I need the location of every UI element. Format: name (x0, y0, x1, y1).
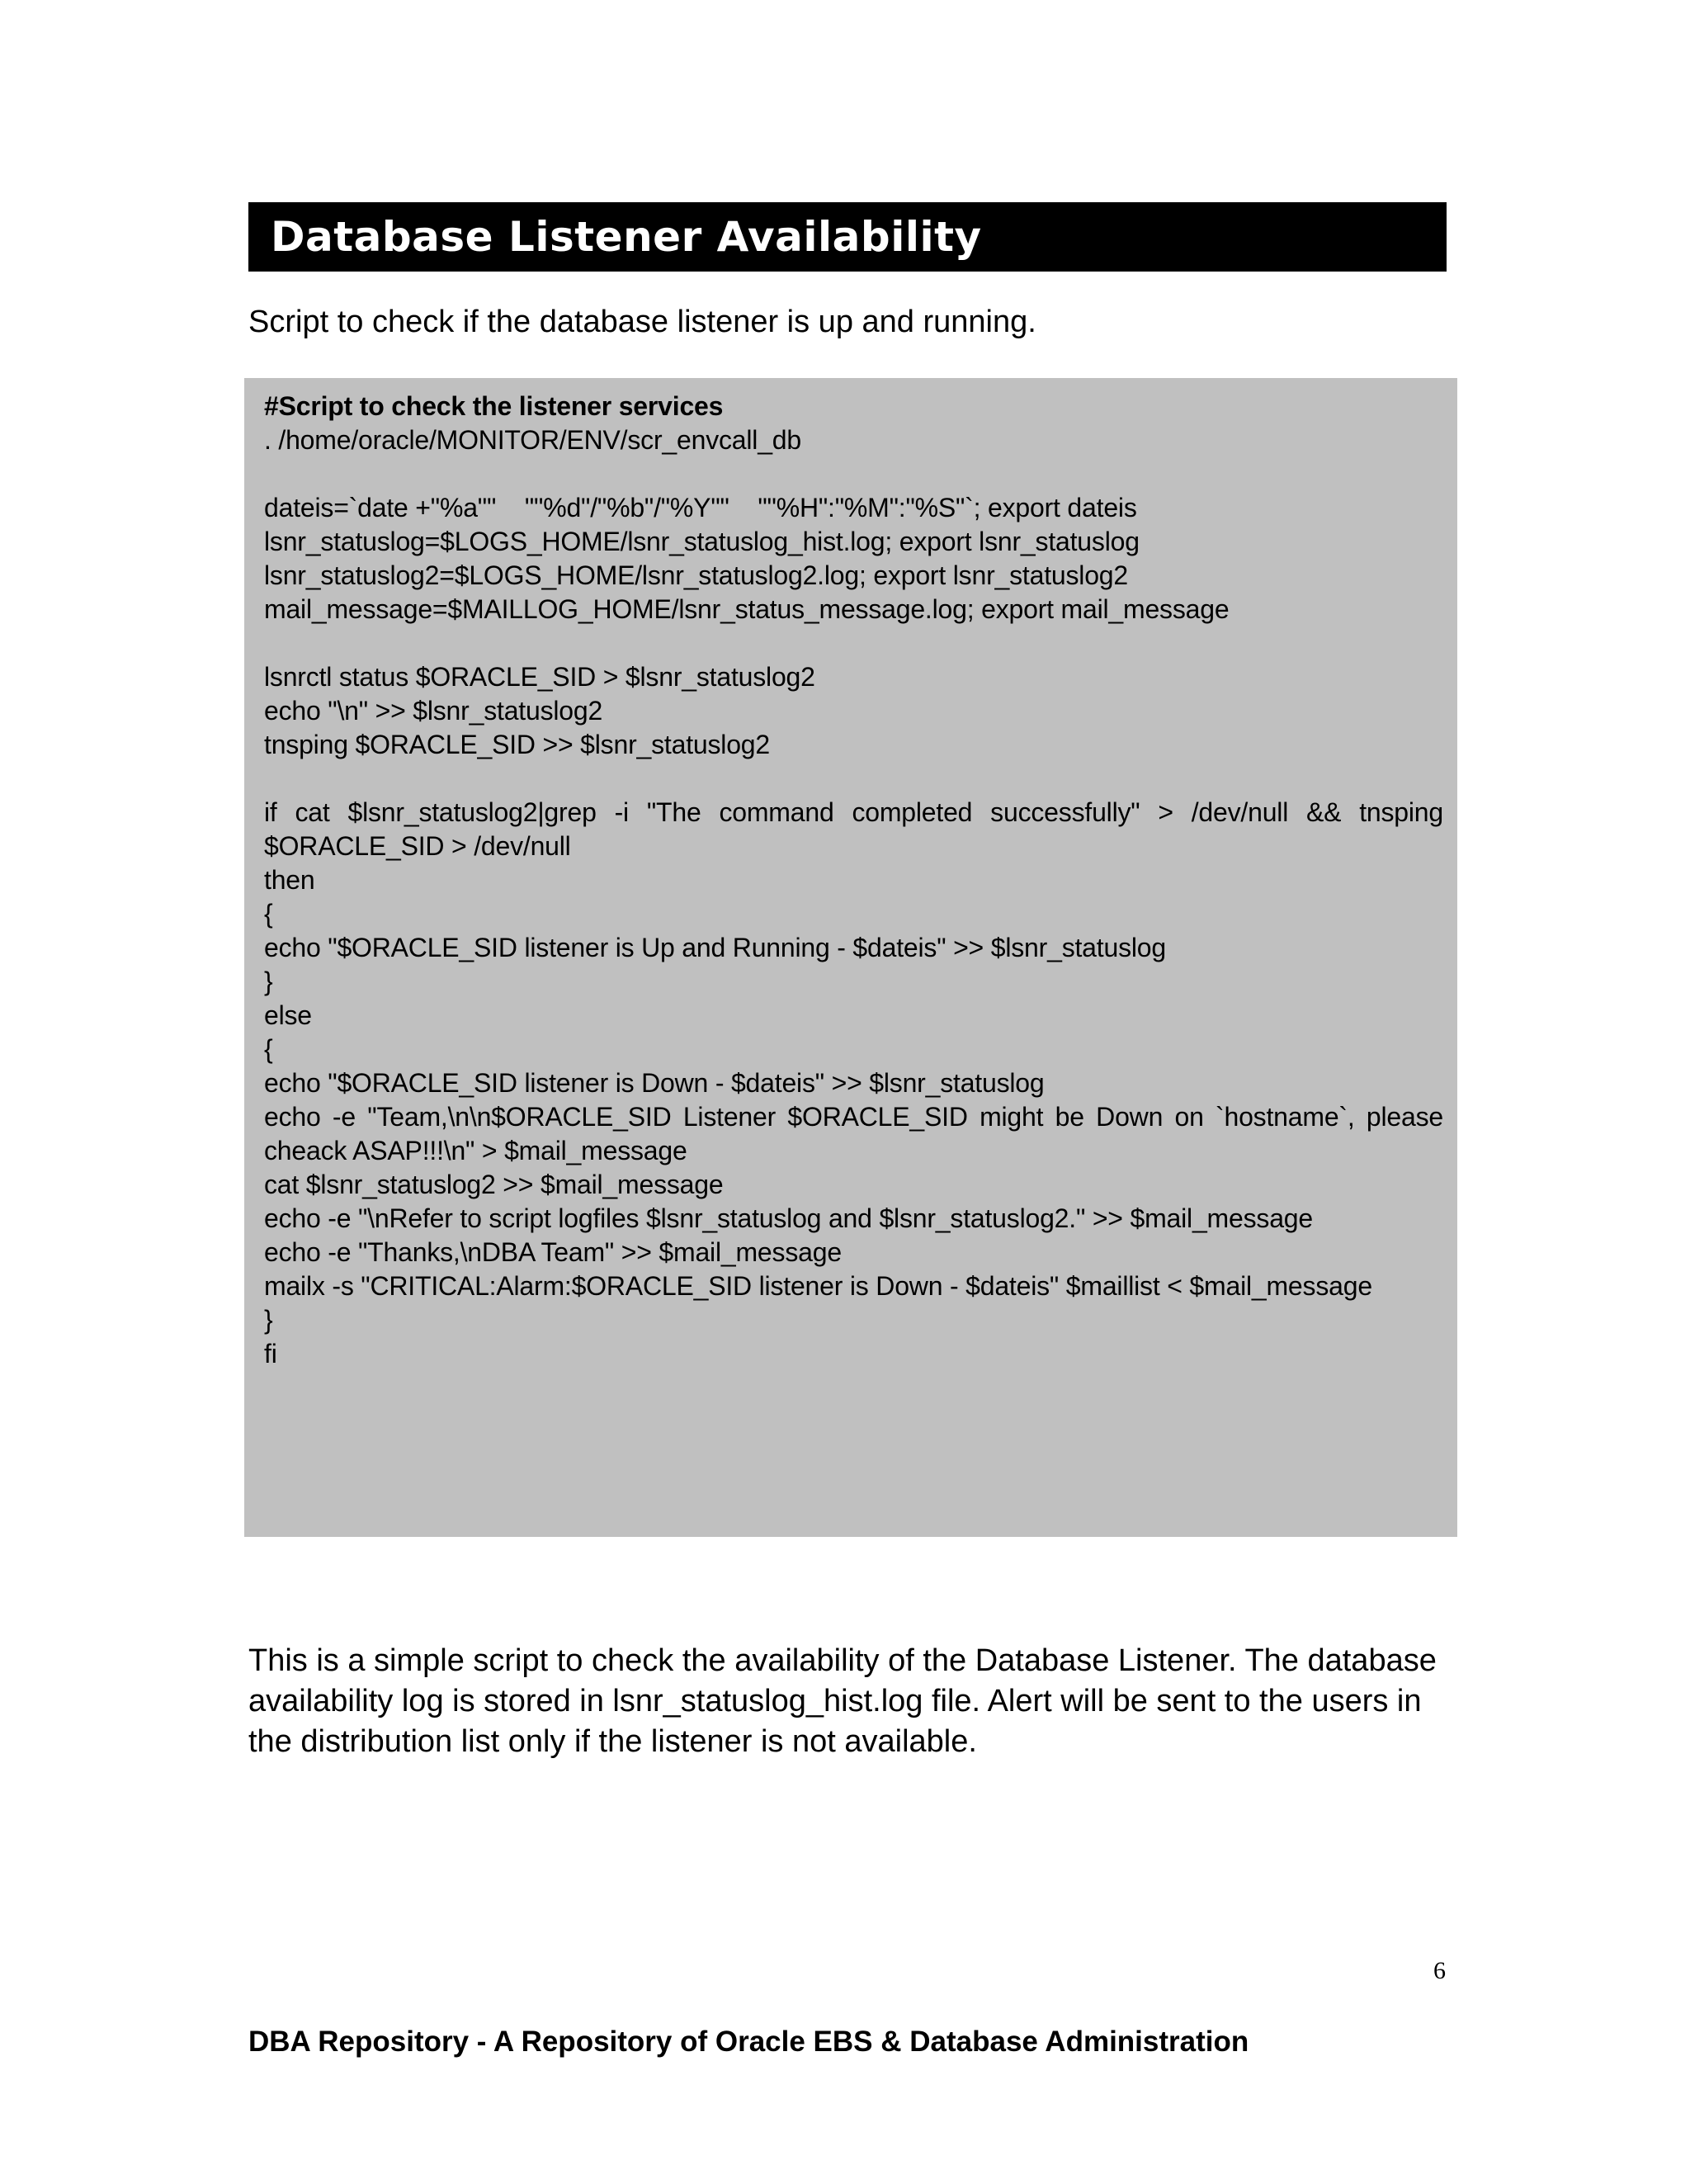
code-line: $ORACLE_SID > /dev/null (264, 831, 571, 861)
code-line: echo "$ORACLE_SID listener is Up and Running - $dateis" >> $lsnr_statuslog (264, 933, 1166, 962)
code-line: lsnr_statuslog=$LOGS_HOME/lsnr_statuslog_hist.log; export lsnr_statuslog (264, 527, 1140, 556)
section-heading: Database Listener Availability (248, 202, 1447, 272)
code-line: echo "$ORACLE_SID listener is Down - $dateis" >> $lsnr_statuslog (264, 1068, 1045, 1098)
code-line: echo -e "Team,\n\n$ORACLE_SID Listener $ORACLE_SID might be Down on `hostname`, please (264, 1102, 1443, 1132)
page-footer: DBA Repository - A Repository of Oracle EBS & Database Administration (248, 2026, 1249, 2058)
code-line: echo -e "Thanks,\nDBA Team" >> $mail_message (264, 1237, 842, 1267)
intro-paragraph: Script to check if the database listener is up and running. (248, 305, 1036, 339)
code-line: } (264, 967, 273, 996)
code-line: . /home/oracle/MONITOR/ENV/scr_envcall_db (264, 425, 802, 455)
code-line: { (264, 1034, 273, 1064)
code-block (244, 378, 1457, 1537)
code-line (264, 762, 1443, 796)
code-line: cat $lsnr_statuslog2 >> $mail_message (264, 1170, 724, 1199)
code-line: lsnrctl status $ORACLE_SID > $lsnr_statuslog2 (264, 662, 815, 692)
code-line: dateis=`date +"%a"" ""%d"/"%b"/"%Y"" ""%H":"%M":"%S"`; export dateis (264, 493, 1137, 522)
code-line: fi (264, 1339, 277, 1369)
code-line: } (264, 1305, 273, 1335)
code-line: cheack ASAP!!!\n" > $mail_message (264, 1136, 687, 1165)
code-line (264, 626, 1443, 660)
code-line: mailx -s "CRITICAL:Alarm:$ORACLE_SID listener is Down - $dateis" $maillist < $mail_message (264, 1271, 1372, 1301)
page-number: 6 (1433, 1957, 1446, 1984)
code-line: echo -e "\nRefer to script logfiles $lsnr_statuslog and $lsnr_statuslog2." >> $mail_message (264, 1203, 1313, 1233)
code-line: { (264, 899, 273, 929)
code-line (264, 457, 1443, 491)
code-line: mail_message=$MAILLOG_HOME/lsnr_status_message.log; export mail_message (264, 594, 1230, 624)
code-line: if cat $lsnr_statuslog2|grep -i "The command completed successfully" > /dev/null && tnsping (264, 797, 1443, 827)
code-line: #Script to check the listener services (264, 391, 724, 421)
code-line: tnsping $ORACLE_SID >> $lsnr_statuslog2 (264, 730, 770, 759)
code-line: echo "\n" >> $lsnr_statuslog2 (264, 696, 603, 726)
code-line: then (264, 865, 315, 895)
summary-paragraph: This is a simple script to check the availability of the Database Listener. The database availability log is stored in lsnr_statuslog_hist.log file. Alert will be sent to the users in the distribution list only if the listener is not available. (248, 1643, 1437, 1759)
code-line: lsnr_statuslog2=$LOGS_HOME/lsnr_statuslog2.log; export lsnr_statuslog2 (264, 560, 1129, 590)
code-line: else (264, 1000, 312, 1030)
